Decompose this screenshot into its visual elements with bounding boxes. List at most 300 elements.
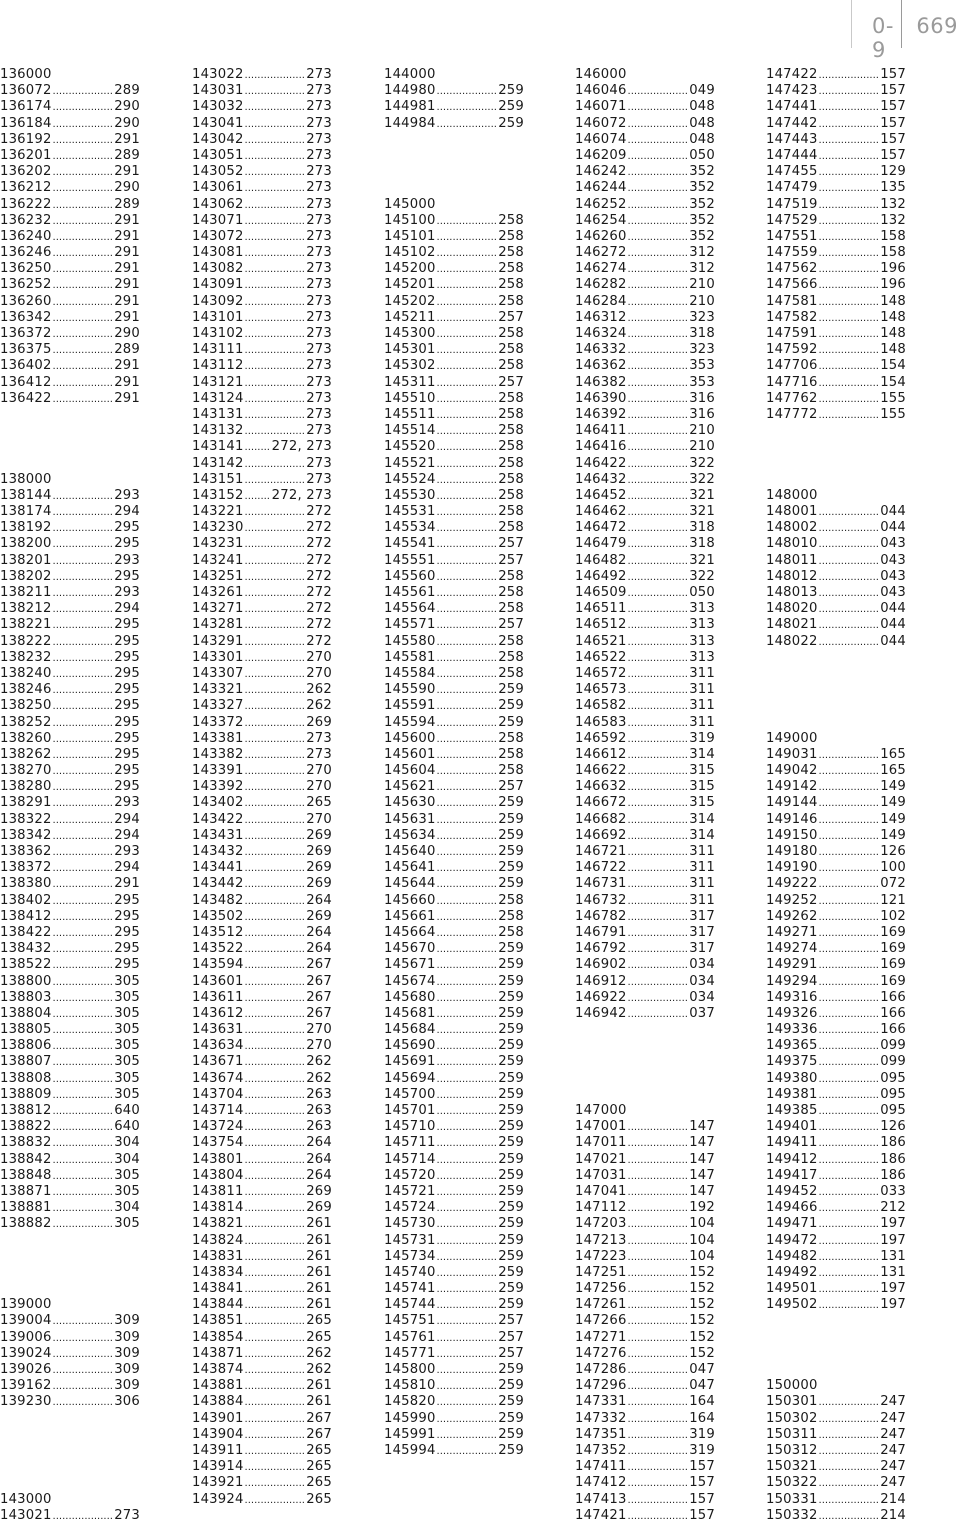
entry-page: 273	[306, 212, 332, 228]
dot-leader	[53, 1072, 114, 1088]
entry-page: 273	[306, 99, 332, 115]
dot-leader	[628, 84, 689, 100]
entry-code: 146071	[575, 99, 627, 115]
entry-code: 145630	[384, 795, 436, 811]
entry-code: 149252	[766, 892, 818, 908]
index-entry	[766, 893, 906, 909]
entry-page: 295	[114, 536, 140, 552]
entry-code: 145720	[384, 1167, 436, 1183]
entry-code: 146416	[575, 439, 627, 455]
index-entry	[0, 99, 140, 115]
entry-code: 145731	[384, 1232, 436, 1248]
entry-code: 147762	[766, 390, 818, 406]
spacer	[575, 1087, 715, 1103]
index-entry	[192, 536, 332, 552]
dot-leader	[819, 214, 880, 230]
dot-leader	[628, 1250, 689, 1266]
dot-leader	[437, 651, 498, 667]
entry-page: 352	[689, 212, 715, 228]
dot-leader	[245, 1314, 306, 1330]
index-entry	[192, 553, 332, 569]
entry-page: 273	[306, 131, 332, 147]
entry-page: 050	[689, 147, 715, 163]
index-entry	[575, 634, 715, 650]
dot-leader	[245, 1347, 306, 1363]
entry-page: 294	[114, 827, 140, 843]
entry-page: 258	[498, 487, 524, 503]
dot-leader	[628, 505, 689, 521]
entry-code: 147706	[766, 358, 818, 374]
index-entry	[766, 358, 906, 374]
index-entry	[192, 472, 332, 488]
dot-leader	[245, 1460, 306, 1476]
index-entry	[0, 375, 140, 391]
entry-code: 143611	[192, 989, 244, 1005]
entry-page: 104	[689, 1232, 715, 1248]
entry-page: 265	[306, 1442, 332, 1458]
dot-leader	[53, 100, 114, 116]
dot-leader	[819, 1136, 880, 1152]
dot-leader	[628, 343, 689, 359]
index-entry	[575, 407, 715, 423]
entry-code: 146521	[575, 633, 627, 649]
dot-leader	[245, 278, 306, 294]
dot-leader	[53, 376, 114, 392]
spacer	[0, 1233, 140, 1249]
dot-leader	[245, 1266, 306, 1282]
index-entry	[384, 1054, 524, 1070]
dot-leader	[819, 1282, 880, 1298]
dot-leader	[819, 1104, 880, 1120]
entry-code: 147413	[575, 1491, 627, 1507]
index-entry	[192, 1087, 332, 1103]
index-entry	[0, 650, 140, 666]
entry-code: 145211	[384, 309, 436, 325]
entry-code: 147203	[575, 1216, 627, 1232]
entry-page: 210	[689, 439, 715, 455]
dot-leader	[53, 343, 114, 359]
dot-leader	[819, 1298, 880, 1314]
dot-leader	[819, 586, 880, 602]
entry-code: 146482	[575, 552, 627, 568]
entry-page: 259	[498, 1135, 524, 1151]
entry-code: 146472	[575, 520, 627, 536]
index-entry	[192, 456, 332, 472]
entry-code: 143821	[192, 1216, 244, 1232]
dot-leader	[628, 683, 689, 699]
dot-leader	[437, 343, 498, 359]
index-entry	[0, 504, 140, 520]
dot-leader	[628, 1395, 689, 1411]
dot-leader	[628, 424, 689, 440]
dot-leader	[628, 1493, 689, 1509]
index-entry	[0, 990, 140, 1006]
entry-page: 314	[689, 811, 715, 827]
dot-leader	[53, 117, 114, 133]
entry-code: 146462	[575, 504, 627, 520]
index-entry	[766, 828, 906, 844]
entry-code: 136375	[0, 342, 52, 358]
entry-page: 267	[306, 989, 332, 1005]
entry-code: 147444	[766, 147, 818, 163]
entry-page: 157	[689, 1491, 715, 1507]
entry-code: 148011	[766, 552, 818, 568]
entry-code: 149262	[766, 908, 818, 924]
entry-page: 311	[689, 698, 715, 714]
dot-leader	[437, 716, 498, 732]
index-entry	[766, 925, 906, 941]
dot-leader	[628, 246, 689, 262]
dot-leader	[245, 1363, 306, 1379]
entry-page: 318	[689, 520, 715, 536]
index-entry	[575, 83, 715, 99]
entry-page: 305	[114, 1005, 140, 1021]
entry-code: 146332	[575, 342, 627, 358]
entry-code: 143881	[192, 1378, 244, 1394]
entry-code: 146509	[575, 585, 627, 600]
dot-leader	[819, 181, 880, 197]
entry-code: 148002	[766, 520, 818, 536]
index-entry	[192, 1054, 332, 1070]
entry-page: 640	[114, 1119, 140, 1135]
entry-code: 149180	[766, 844, 818, 859]
entry-code: 143101	[192, 309, 244, 325]
dot-leader	[245, 165, 306, 181]
entry-code: 146390	[575, 390, 627, 406]
entry-page: 270	[306, 1022, 332, 1038]
entry-code: 143724	[192, 1119, 244, 1135]
entry-code: 138848	[0, 1167, 52, 1183]
dot-leader	[819, 521, 880, 537]
index-entry	[766, 326, 906, 342]
index-entry	[0, 1394, 140, 1410]
entry-code: 136342	[0, 309, 52, 325]
index-entry	[575, 358, 715, 374]
dot-leader	[437, 117, 498, 133]
entry-code: 145761	[384, 1329, 436, 1345]
entry-code: 147441	[766, 99, 818, 115]
entry-code: 145541	[384, 536, 436, 552]
dot-leader	[53, 1331, 114, 1347]
group-heading: 146000	[575, 67, 627, 82]
dot-leader	[819, 1055, 880, 1071]
entry-code: 145730	[384, 1216, 436, 1232]
spacer	[0, 1265, 140, 1281]
entry-page: 259	[498, 844, 524, 859]
spacer	[0, 1475, 140, 1491]
dot-leader	[628, 877, 689, 893]
entry-code: 138822	[0, 1119, 52, 1135]
index-entry	[766, 1297, 906, 1313]
entry-page: 132	[880, 212, 906, 228]
entry-code: 146382	[575, 374, 627, 390]
dot-leader	[437, 440, 498, 456]
entry-code: 145604	[384, 763, 436, 779]
dot-leader	[819, 537, 880, 553]
dot-leader	[628, 1201, 689, 1217]
entry-page: 043	[880, 585, 906, 600]
entry-code: 143241	[192, 552, 244, 568]
index-entry	[0, 294, 140, 310]
group-heading: 139000	[0, 1297, 52, 1313]
entry-code: 145724	[384, 1200, 436, 1216]
entry-code: 146074	[575, 131, 627, 147]
dot-leader	[819, 1444, 880, 1460]
entry-code: 146046	[575, 83, 627, 99]
entry-code: 145302	[384, 358, 436, 374]
index-entry	[766, 261, 906, 277]
index-entry	[766, 1459, 906, 1475]
dot-leader	[628, 1314, 689, 1330]
entry-code: 138881	[0, 1200, 52, 1216]
spacer	[766, 472, 906, 488]
dot-leader	[628, 1217, 689, 1233]
entry-code: 147562	[766, 261, 818, 277]
entry-code: 146452	[575, 487, 627, 503]
dot-leader	[437, 796, 498, 812]
index-entry	[0, 1022, 140, 1038]
entry-page: 322	[689, 471, 715, 487]
entry-code: 145590	[384, 682, 436, 698]
index-entry	[192, 164, 332, 180]
entry-page: 259	[498, 989, 524, 1005]
entry-page: 267	[306, 973, 332, 989]
dot-leader	[53, 942, 114, 958]
entry-code: 143142	[192, 455, 244, 471]
dot-leader	[628, 457, 689, 473]
entry-page: 165	[880, 763, 906, 779]
entry-code: 146632	[575, 779, 627, 795]
entry-page: 261	[306, 1394, 332, 1410]
entry-code: 144981	[384, 99, 436, 115]
index-entry	[192, 1411, 332, 1427]
entry-code: 145680	[384, 989, 436, 1005]
dot-leader	[819, 165, 880, 181]
entry-code: 136402	[0, 358, 52, 374]
entry-page: 099	[880, 1038, 906, 1054]
dot-leader	[53, 84, 114, 100]
dot-leader	[437, 1104, 498, 1120]
dot-leader	[245, 1250, 306, 1266]
dot-leader	[245, 1379, 306, 1395]
entry-code: 138804	[0, 1005, 52, 1021]
entry-code: 145201	[384, 277, 436, 293]
dot-leader	[245, 246, 306, 262]
entry-code: 138380	[0, 876, 52, 892]
entry-page: 265	[306, 1313, 332, 1329]
dot-leader	[819, 1250, 880, 1266]
entry-code: 145671	[384, 957, 436, 973]
entry-page: 164	[689, 1410, 715, 1426]
index-entry	[0, 1006, 140, 1022]
entry-page: 259	[498, 1232, 524, 1248]
index-entry	[766, 844, 906, 860]
dot-leader	[437, 1153, 498, 1169]
dot-leader	[53, 1395, 114, 1411]
entry-page: 273	[306, 374, 332, 390]
entry-page: 264	[306, 1167, 332, 1183]
dot-leader	[245, 829, 306, 845]
entry-page: 265	[306, 1459, 332, 1475]
entry-page: 270	[306, 763, 332, 779]
dot-leader	[437, 1347, 498, 1363]
dot-leader	[245, 602, 306, 618]
index-entry	[766, 1135, 906, 1151]
dot-leader	[53, 570, 114, 586]
dot-leader	[245, 764, 306, 780]
index-entry	[0, 1200, 140, 1216]
entry-code: 136246	[0, 245, 52, 261]
dot-leader	[628, 1509, 689, 1525]
index-entry	[766, 601, 906, 617]
dot-leader	[628, 1476, 689, 1492]
entry-code: 138212	[0, 601, 52, 617]
entry-page: 269	[306, 860, 332, 876]
index-entry	[0, 132, 140, 148]
entry-page: 257	[498, 309, 524, 325]
entry-page: 154	[880, 358, 906, 374]
entry-code: 136422	[0, 390, 52, 406]
dot-leader	[245, 392, 306, 408]
index-entry	[0, 617, 140, 633]
entry-page: 259	[498, 698, 524, 714]
index-entry	[0, 245, 140, 261]
index-entry	[575, 1427, 715, 1443]
entry-code: 145591	[384, 698, 436, 714]
index-entry	[192, 779, 332, 795]
index-entry	[192, 1362, 332, 1378]
index-entry	[575, 391, 715, 407]
entry-page: 305	[114, 1054, 140, 1070]
entry-page: 258	[498, 261, 524, 277]
index-entry	[192, 1168, 332, 1184]
entry-code: 145524	[384, 471, 436, 487]
index-entry	[0, 682, 140, 698]
index-entry	[766, 520, 906, 536]
entry-page: 257	[498, 1345, 524, 1361]
entry-page: 291	[114, 277, 140, 293]
dot-leader	[437, 489, 498, 505]
entry-page: 352	[689, 196, 715, 212]
entry-code: 143921	[192, 1475, 244, 1491]
entry-page: 295	[114, 698, 140, 714]
dot-leader	[628, 1136, 689, 1152]
dot-leader	[245, 926, 306, 942]
entry-page: 314	[689, 827, 715, 843]
dot-leader	[819, 861, 880, 877]
entry-code: 138806	[0, 1038, 52, 1054]
entry-page: 186	[880, 1167, 906, 1183]
dot-leader	[628, 635, 689, 651]
entry-code: 146942	[575, 1005, 627, 1021]
index-entry	[575, 763, 715, 779]
entry-page: 259	[498, 1297, 524, 1313]
entry-code: 138805	[0, 1022, 52, 1038]
index-entry	[575, 860, 715, 876]
dot-leader	[245, 537, 306, 553]
entry-page: 147	[689, 1119, 715, 1135]
entry-page: 258	[498, 277, 524, 293]
entry-code: 138262	[0, 746, 52, 762]
entry-page: 306	[114, 1394, 140, 1410]
index-entry	[192, 1427, 332, 1443]
dot-leader	[53, 813, 114, 829]
entry-page: 197	[880, 1281, 906, 1297]
entry-code: 138402	[0, 892, 52, 908]
entry-page: 272, 273	[271, 439, 332, 455]
entry-page: 315	[689, 763, 715, 779]
entry-code: 138246	[0, 682, 52, 698]
entry-code: 147582	[766, 309, 818, 325]
index-entry	[384, 1281, 524, 1297]
index-entry	[192, 1200, 332, 1216]
entry-code: 138291	[0, 795, 52, 811]
entry-code: 139026	[0, 1362, 52, 1377]
entry-code: 146324	[575, 326, 627, 341]
dot-leader	[628, 295, 689, 311]
entry-code: 143132	[192, 423, 244, 439]
index-entry	[0, 1119, 140, 1135]
entry-page: 269	[306, 844, 332, 859]
entry-code: 143041	[192, 115, 244, 131]
index-entry	[192, 1022, 332, 1038]
index-entry	[192, 957, 332, 973]
index-entry	[575, 294, 715, 310]
entry-code: 145820	[384, 1394, 436, 1410]
entry-code: 136202	[0, 164, 52, 180]
entry-code: 149401	[766, 1119, 818, 1135]
index-entry	[384, 504, 524, 520]
entry-page: 273	[306, 147, 332, 163]
index-entry	[192, 1281, 332, 1297]
entry-code: 143072	[192, 228, 244, 244]
dot-leader	[53, 780, 114, 796]
entry-page: 147	[689, 1135, 715, 1151]
index-entry	[0, 536, 140, 552]
spacer	[766, 423, 906, 439]
index-entry	[766, 1054, 906, 1070]
entry-code: 145661	[384, 908, 436, 924]
dot-leader	[628, 764, 689, 780]
entry-page: 149	[880, 811, 906, 827]
index-entry	[0, 358, 140, 374]
entry-code: 149365	[766, 1038, 818, 1054]
entry-code: 143442	[192, 876, 244, 892]
entry-page: 258	[498, 342, 524, 358]
dot-leader	[628, 473, 689, 489]
dot-leader	[437, 1234, 498, 1250]
index-entry	[192, 245, 332, 261]
spacer	[766, 1346, 906, 1362]
entry-page: 259	[498, 1167, 524, 1183]
index-entry	[575, 893, 715, 909]
entry-page: 258	[498, 423, 524, 439]
entry-page: 289	[114, 147, 140, 163]
dot-leader	[437, 1314, 498, 1330]
dot-leader	[819, 813, 880, 829]
index-entry	[766, 391, 906, 407]
dot-leader	[437, 764, 498, 780]
dot-leader	[628, 829, 689, 845]
entry-page: 264	[306, 941, 332, 957]
dot-leader	[628, 1185, 689, 1201]
entry-code: 143904	[192, 1426, 244, 1442]
dot-leader	[819, 991, 880, 1007]
dot-leader	[245, 1169, 306, 1185]
dot-leader	[245, 311, 306, 327]
entry-page: 311	[689, 876, 715, 892]
entry-page: 295	[114, 763, 140, 779]
